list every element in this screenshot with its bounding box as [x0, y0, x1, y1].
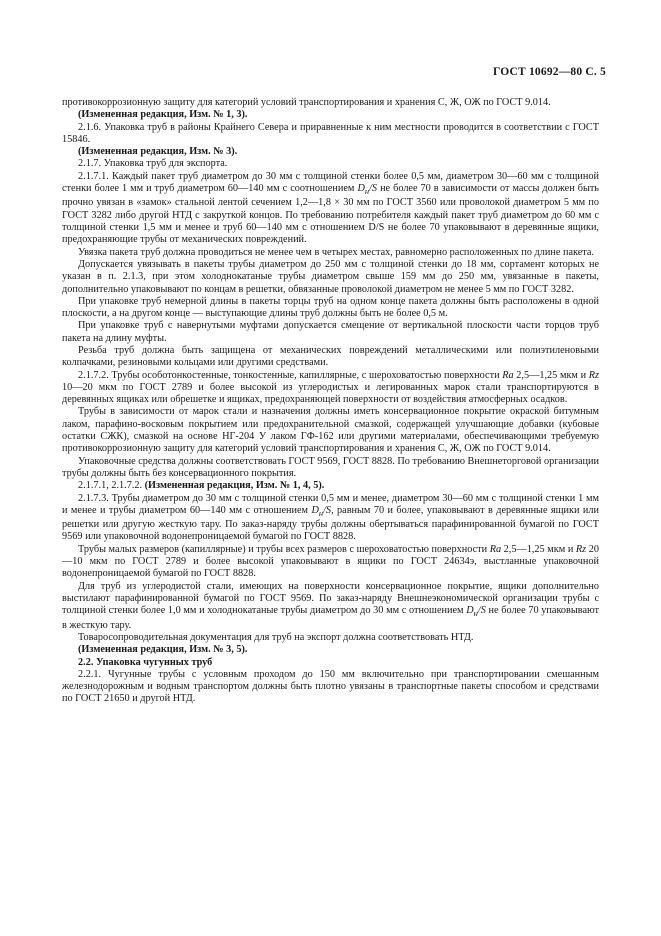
text-segment: 10—20 мкм по ГОСТ 2789 и более высокой из углеродистых и легированных марок стали транспортируются в деревянных ящиках или обрешетке и ящиках, предохраняющей поверхности от воздействия атмосферных осадков.	[62, 381, 599, 406]
text-segment: 2.1.7.1, 2.1.7.2.	[78, 480, 145, 492]
formula-d: D	[357, 183, 365, 195]
amendment-note: (Измененная редакция, Изм. № 3).	[78, 146, 238, 158]
section-heading: 2.2. Упаковка чугунных труб	[78, 656, 213, 668]
text-segment: 2.1.7.2. Трубы особотонкостенные, тонкостенные, капиллярные, с шероховатостью поверхности	[78, 369, 503, 381]
paragraph-2-1-6: 2.1.6. Упаковка труб в районы Крайнего Севера и приравненные к ним местности проводится в соответствии с ГОСТ 15846.	[62, 121, 599, 145]
formula-rz: Rz	[588, 369, 599, 381]
text-segment: не более 70 в зависимости от массы должен быть прочно увязан в «замок» стальной лентой сечением 1,2—1,8 × 30 мм по ГОСТ 3560 или проволокой диаметром 5 мм по ГОСТ 3282 либо другой НТД с закруткой концов. По требованию потребителя каждый пакет труб диаметром до 60 мм с толщиной стенки 1,5 мм и менее и труб 60—140 мм с отношением D/S не более 70 упаковывают в деревянные ящики, предохраняющие трубы от механических повреждений.	[62, 183, 599, 246]
text-segment: 2,5—1,25 мкм и	[513, 369, 589, 381]
formula-rz: Rz	[575, 543, 587, 555]
formula-ra: Ra	[502, 369, 514, 381]
document-body	[62, 97, 599, 706]
paragraph-2-1-7-3	[62, 493, 599, 544]
text-segment: 2.1.7.3. Трубы диаметром до 30 мм с толщиной стенки 0,5 мм и менее, диаметром 30—60 мм с толщиной стенки 1 мм и менее и трубы диаметром 60—140 мм с отношением	[62, 492, 599, 516]
paragraph: Товаросопроводительная документация для труб на экспорт должна соответствовать НТД.	[78, 631, 474, 643]
paragraph: Упаковочные средства должны соответствовать ГОСТ 9569, ГОСТ 8828. По требованию Внешнеторговой организации трубы должны быть без консервационного покрытия.	[62, 455, 599, 479]
text-segment: не более 70 упаковывают в жесткую тару.	[62, 605, 600, 631]
formula-subscript: н	[473, 608, 478, 619]
amendment-note: (Измененная редакция, Изм. № 3, 5).	[78, 644, 248, 656]
text-segment: 2,5—1,25 мкм и	[501, 543, 576, 555]
paragraph: Трубы в зависимости от марок стали и назначения должны иметь консервационное покрытие окраской битумным лаком, парафино-восковым покрытием или предохранительной смазкой, содержащей улучшающие добавки (кубовые остатки СЖК), смазкой на основе НГ-204 У лаком ГФ-162 или другими материалами, обеспечивающими требуемую противокоррозионную защиту для категорий условий транспортирования и хранения С, Ж, ОЖ по ГОСТ 9.014.	[62, 406, 599, 455]
paragraph	[62, 544, 599, 581]
page-header: ГОСТ 10692—80 С. 5	[493, 66, 606, 78]
paragraph: При упаковке труб немерной длины в пакеты торцы труб на одном конце пакета должны быть расположены в одной плоскости, а на другом конце — выступающие длины труб должны быть не более 0,5 м.	[62, 295, 599, 320]
paragraph: противокоррозионную защиту для категорий условий транспортирования и хранения С, Ж, ОЖ по ГОСТ 9.014.	[62, 97, 551, 108]
paragraph-2-1-7-2	[62, 370, 599, 407]
formula-s: /S	[477, 605, 486, 617]
formula-d: D	[466, 605, 474, 617]
paragraph-2-1-7: 2.1.7. Упаковка труб для экспорта.	[78, 158, 228, 170]
text-segment: , равным 70 и более, упаковывают в деревянные ящики или решетки или другую жесткую тару. По заказ-наряду трубы должны обертываться парафинированной бумагой по ГОСТ 9569 или упаковочной водонепроницаемой бумагой по ГОСТ 8828.	[62, 504, 599, 543]
text-segment: Для труб из углеродистой стали, имеющих на поверхности консервационное покрытие, ящики дополнительно выстилают парафинированной бумагой по ГОСТ 9569. По заказ-наряду Внешнеэкономической организации трубы с толщиной стенки более 1,0 мм и холоднокатаные трубы диаметром до 30 мм с отношением	[62, 580, 599, 617]
paragraph	[62, 581, 599, 632]
formula-s: /S	[369, 183, 378, 195]
formula-subscript: н	[318, 507, 324, 518]
formula-ra: Ra	[489, 543, 502, 555]
formula-d: D	[311, 504, 319, 516]
paragraph: При упаковке труб с навернутыми муфтами допускается смещение от вертикальной плоскости части торцов труб пакета на длину муфты.	[62, 320, 599, 344]
formula-s: /S	[323, 504, 332, 516]
text-segment: 2.1.7.1. Каждый пакет труб диаметром до 30 мм с толщиной стенки более 0,5 мм, диаметром 30—60 мм с толщиной стенки более 1 мм и труб диаметром 60—140 мм с соотношением	[62, 170, 599, 195]
paragraph: Увязка пакета труб должна проводиться не менее чем в четырех местах, равномерно расположенных по длине пакета.	[78, 246, 594, 258]
paragraph-2-1-7-1	[62, 171, 599, 247]
paragraph-2-2-1: 2.2.1. Чугунные трубы с условным проходом до 150 мм включительно при транспортировании смешанным железнодорожным и водным транспортом должны быть плотно увязаны в транспортные пакеты способом и средствами по ГОСТ 21650 и другой НТД.	[62, 668, 599, 705]
amendment-note	[62, 480, 599, 492]
text-segment: 20—10 мкм по ГОСТ 2789 и более высокой упаковывают в ящики по ГОСТ 24634э, выстланные упаковочной водонепроницаемой бумагой по ГОСТ 8828.	[62, 543, 599, 580]
formula-subscript: н	[364, 186, 370, 197]
amendment-label: (Измененная редакция, Изм. № 1, 4, 5).	[144, 480, 325, 492]
amendment-note: (Измененная редакция, Изм. № 1, 3).	[78, 109, 248, 121]
paragraph: Резьба труб должна быть защищена от механических повреждений металлическими или полиэтиленовыми колпачками, резиновыми кольцами или другими средствами.	[62, 344, 599, 369]
paragraph: Допускается увязывать в пакеты трубы диаметром до 250 мм с толщиной стенки до 18 мм, сортамент которых не указан в п. 2.1.3, при этом холоднокатаные трубы диаметром свыше 159 мм до 250 мм, увязанные в пакеты, дополнительно упаковывают по концам в решетки, обвязанные проволокой диаметром не менее 5 мм по ГОСТ 3282.	[62, 258, 599, 295]
text-segment: Трубы малых размеров (капиллярные) и трубы всех размеров с шероховатостью поверхности	[78, 543, 490, 555]
